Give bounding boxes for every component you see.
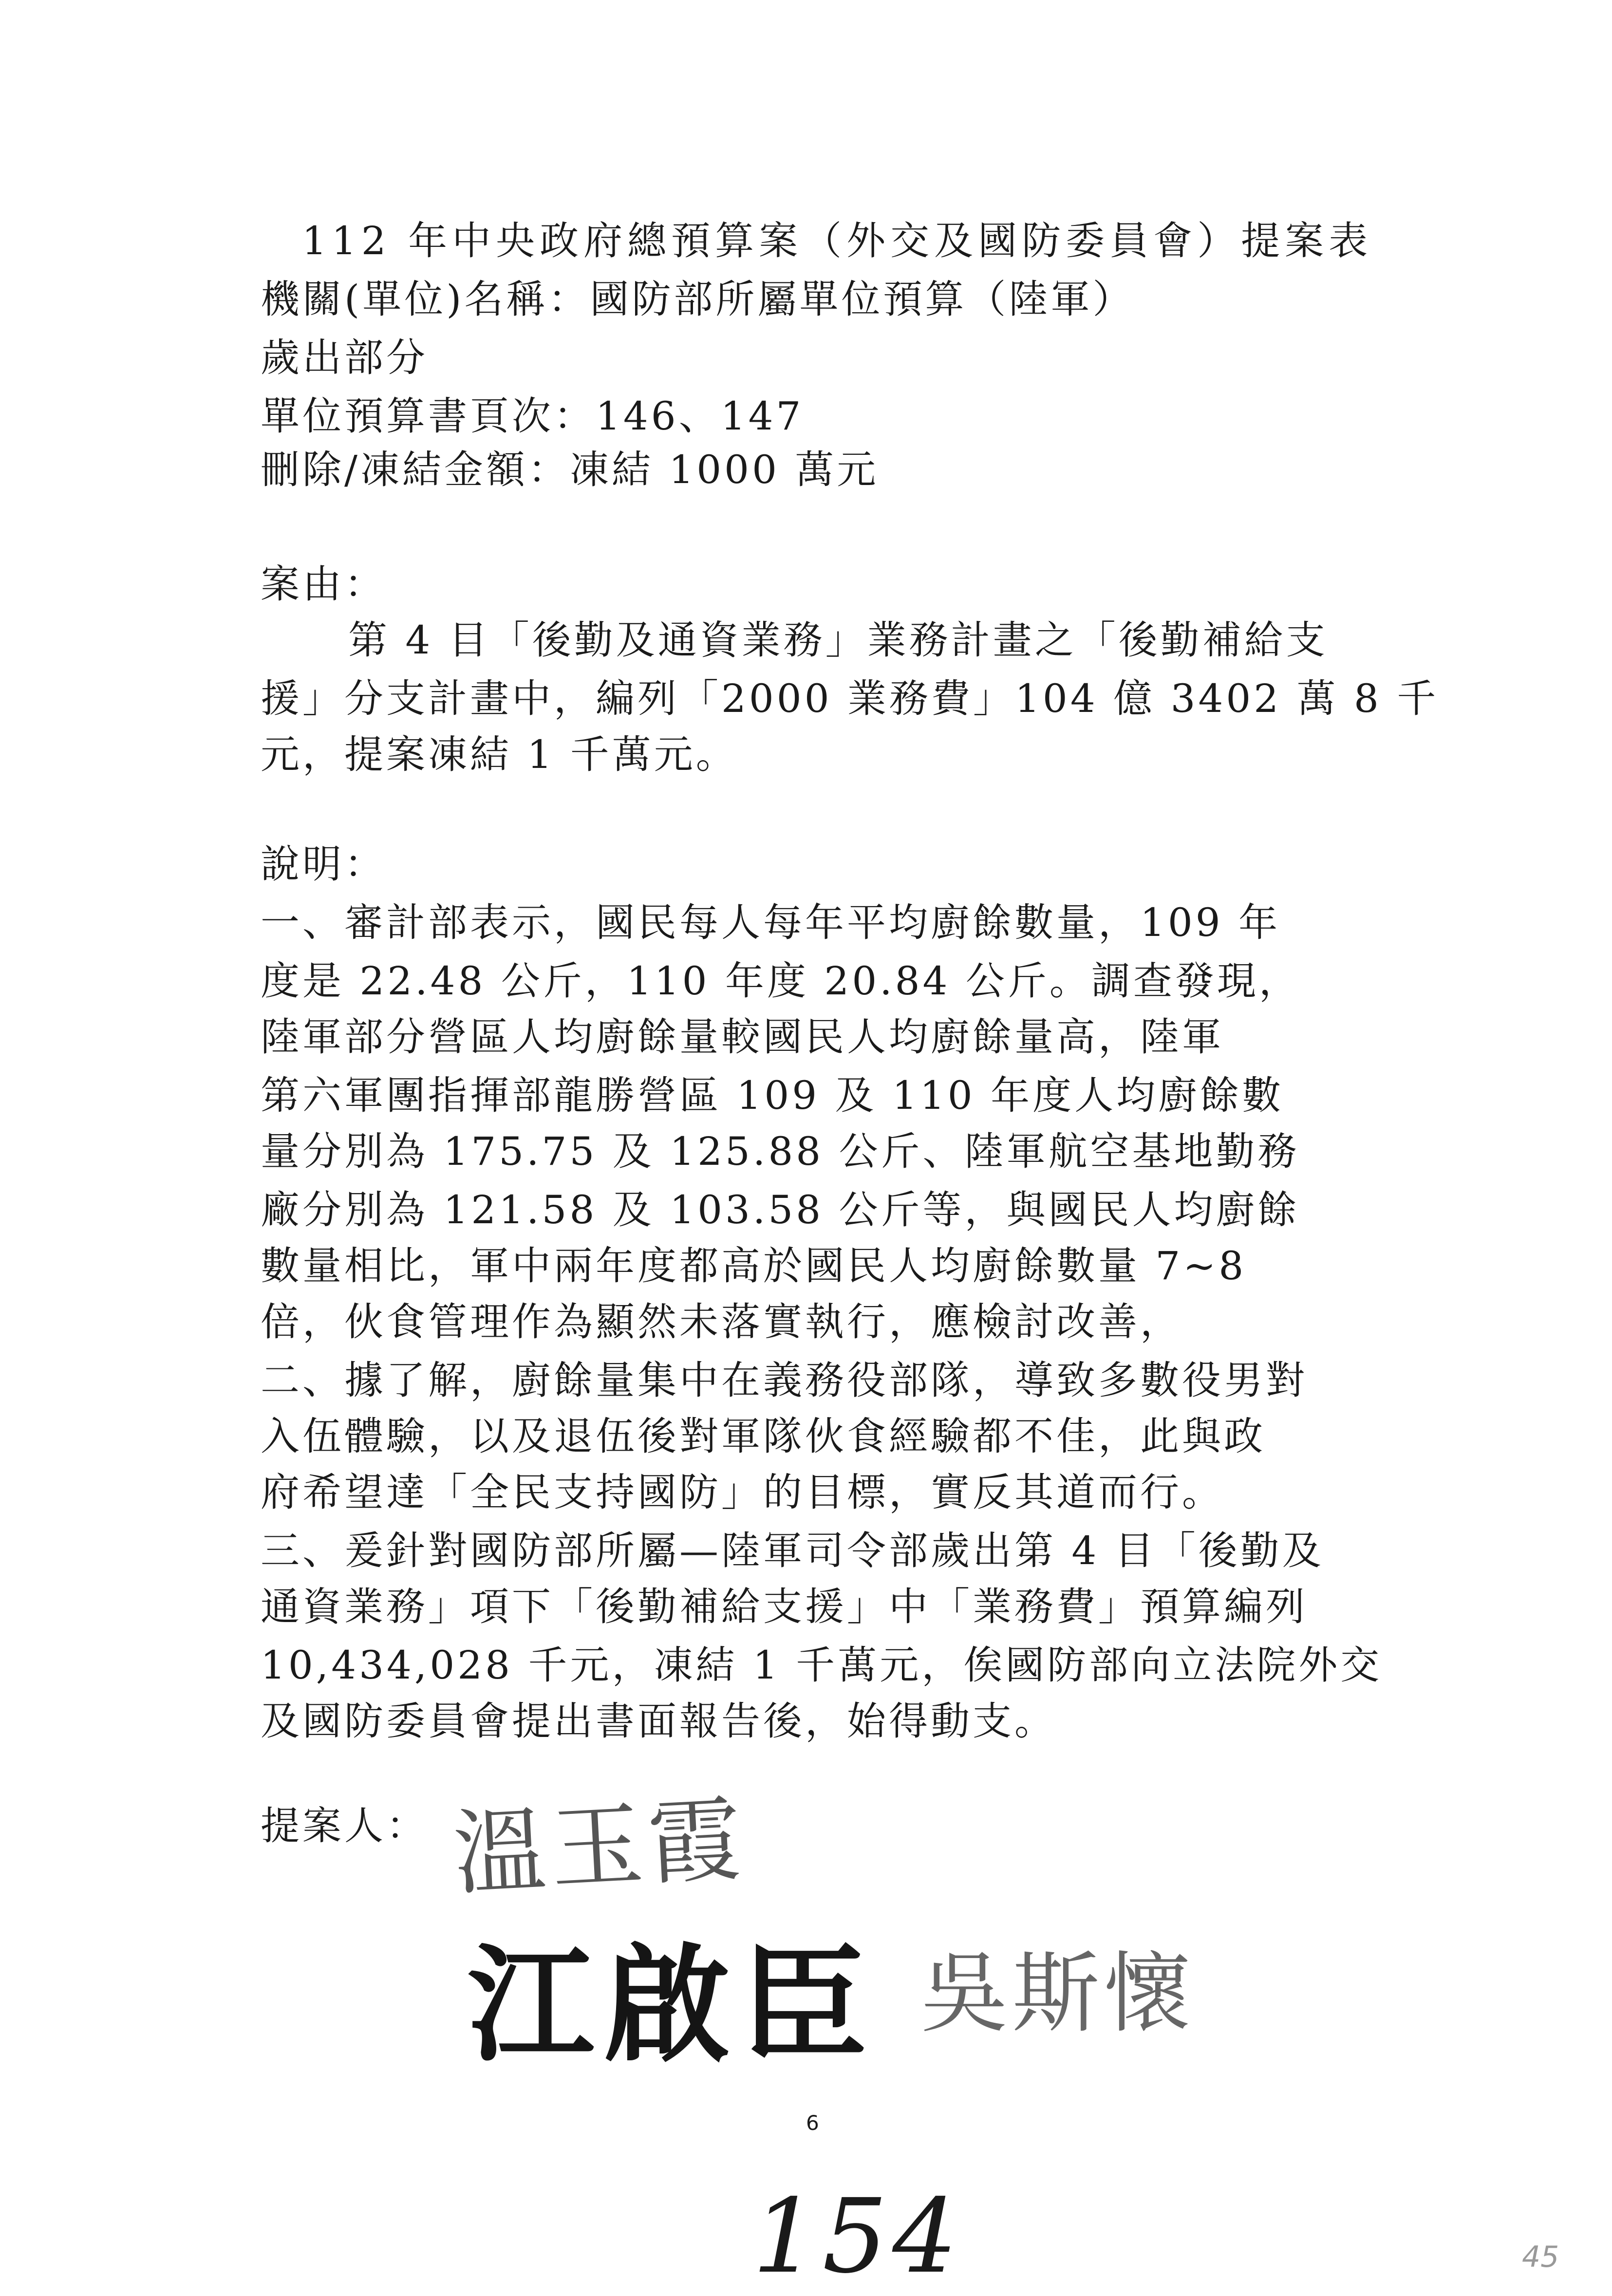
explanation-line: 數量相比，軍中兩年度都高於國民人均廚餘數量 7~8 [261, 1243, 1247, 1288]
explanation-line: 入伍體驗，以及退伍後對軍隊伙食經驗都不佳，此與政 [261, 1414, 1266, 1459]
handwritten-page-number: 154 [752, 2177, 962, 2296]
signature: 江啟臣 [468, 1932, 877, 2079]
corner-page-number: 45 [1522, 2240, 1559, 2274]
explanation-line: 府希望達「全民支持國防」的目標，實反其道而行。 [261, 1470, 1224, 1515]
reason-line: 援」分支計畫中，編列「2000 業務費」104 億 3402 萬 8 千 [261, 676, 1439, 721]
explanation-line: 通資業務」項下「後勤補給支援」中「業務費」預算編列 [261, 1584, 1308, 1629]
reason-heading: 案由： [261, 561, 386, 607]
explanation-line: 二、據了解，廚餘量集中在義務役部隊，導致多數役男對 [261, 1358, 1308, 1403]
explanation-line: 陸軍部分營區人均廚餘量較國民人均廚餘量高，陸軍 [261, 1014, 1224, 1060]
document-title: 112 年中央政府總預算案（外交及國防委員會）提案表 [302, 218, 1373, 263]
freeze-amount: 刪除/凍結金額：凍結 1000 萬元 [261, 447, 879, 492]
explanation-line: 三、爰針對國防部所屬—陸軍司令部歲出第 4 目「後勤及 [261, 1528, 1324, 1573]
budget-category: 歲出部分 [261, 335, 428, 380]
explanation-line: 廠分別為 121.58 及 103.58 公斤等，與國民人均廚餘 [261, 1187, 1300, 1232]
explanation-line: 第六軍團指揮部龍勝營區 109 及 110 年度人均廚餘數 [261, 1073, 1284, 1118]
explanation-line: 度是 22.48 公斤，110 年度 20.84 公斤。調查發現， [261, 958, 1301, 1004]
explanation-line: 倍，伙食管理作為顯然未落實執行，應檢討改善， [261, 1299, 1182, 1344]
page-number: 6 [806, 2111, 819, 2135]
signature: 溫玉霞 [450, 1785, 749, 1908]
explanation-line: 量分別為 175.75 及 125.88 公斤、陸軍航空基地勤務 [261, 1129, 1300, 1174]
explanation-heading: 說明： [261, 841, 386, 887]
agency-name: 機關(單位)名稱：國防部所屬單位預算（陸軍） [261, 277, 1135, 322]
budget-pages: 單位預算書頁次：146、147 [261, 393, 804, 439]
signature: 吳斯懷 [920, 1943, 1196, 2045]
proposer-label: 提案人： [261, 1803, 428, 1848]
reason-line: 元，提案凍結 1 千萬元。 [261, 732, 738, 777]
reason-line: 第 4 目「後勤及通資業務」業務計畫之「後勤補給支 [348, 617, 1328, 663]
explanation-line: 及國防委員會提出書面報告後，始得動支。 [261, 1699, 1056, 1744]
explanation-line: 一、審計部表示，國民每人每年平均廚餘數量，109 年 [261, 900, 1281, 945]
explanation-line: 10,434,028 千元，凍結 1 千萬元，俟國防部向立法院外交 [261, 1643, 1383, 1688]
